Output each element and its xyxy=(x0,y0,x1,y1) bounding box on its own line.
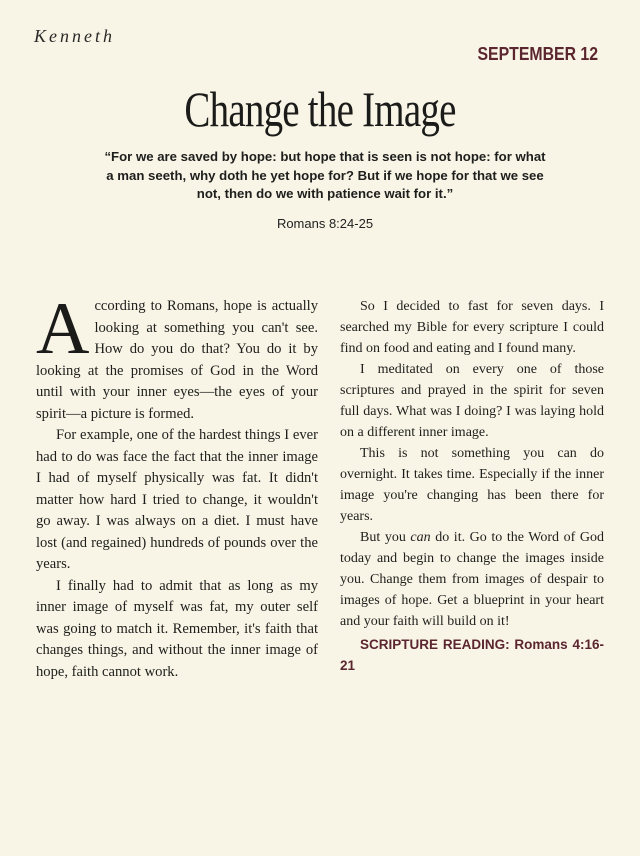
author-name: Kenneth xyxy=(34,26,115,46)
page-title: Change the Image xyxy=(184,81,456,137)
right-column xyxy=(340,296,604,676)
paragraph-1 xyxy=(36,288,318,425)
scripture-reading: SCRIPTURE READING: Romans 4:16-21 xyxy=(340,637,604,673)
left-column xyxy=(36,288,318,683)
emphasis-can: can xyxy=(410,530,431,545)
paragraph-3: I finally had to admit that as long as my inner image of myself was fat, my outer self was going to match it. Remember, it's faith that changes things, and without the inner image of hope, faith cannot work. xyxy=(36,577,318,680)
paragraph-7-start: But you xyxy=(360,530,411,545)
drop-cap: A xyxy=(36,288,90,370)
scripture-quote: “For we are saved by hope: but hope that is seen is not hope: for what a man seeth, why doth he yet hope for? But if we hope for that we see not, then do we with patience wait for it.” xyxy=(104,149,546,201)
paragraph-2: For example, one of the hardest things I ever had to do was face the fact that the inner image I had of myself physically was fat. It didn't matter how hard I tried to change, it wouldn't go away. I was always on a diet. I must have lost (and regained) hundreds of pounds over the years. xyxy=(36,427,318,572)
paragraph-7 xyxy=(340,527,604,632)
page-date: SEPTEMBER 12 xyxy=(477,44,598,64)
paragraph-7-rest: do it. Go to the Word of God today and begin to change the images inside you. Change them from images of despair to images of hope. Get a blueprint in your heart and your faith will build on it! xyxy=(340,530,604,629)
paragraph-5: I meditated on every one of those scriptures and prayed in the spirit for seven full days. What was I doing? I was laying hold on a different inner image. xyxy=(340,362,604,440)
scripture-reference: Romans 8:24-25 xyxy=(276,216,374,231)
paragraph-6: This is not something you can do overnight. It takes time. Especially if the inner image you're changing has been there for years. xyxy=(340,446,604,524)
paragraph-1-text: ccording to Romans, hope is actually looking at something you can't see. How do you do that? You do it by looking at the promises of God in the Word until with your inner eyes—the eyes of your spirit—a picture is formed. xyxy=(36,298,318,422)
paragraph-4: So I decided to fast for seven days. I searched my Bible for every scripture I could find on food and eating and I found many. xyxy=(340,299,604,356)
